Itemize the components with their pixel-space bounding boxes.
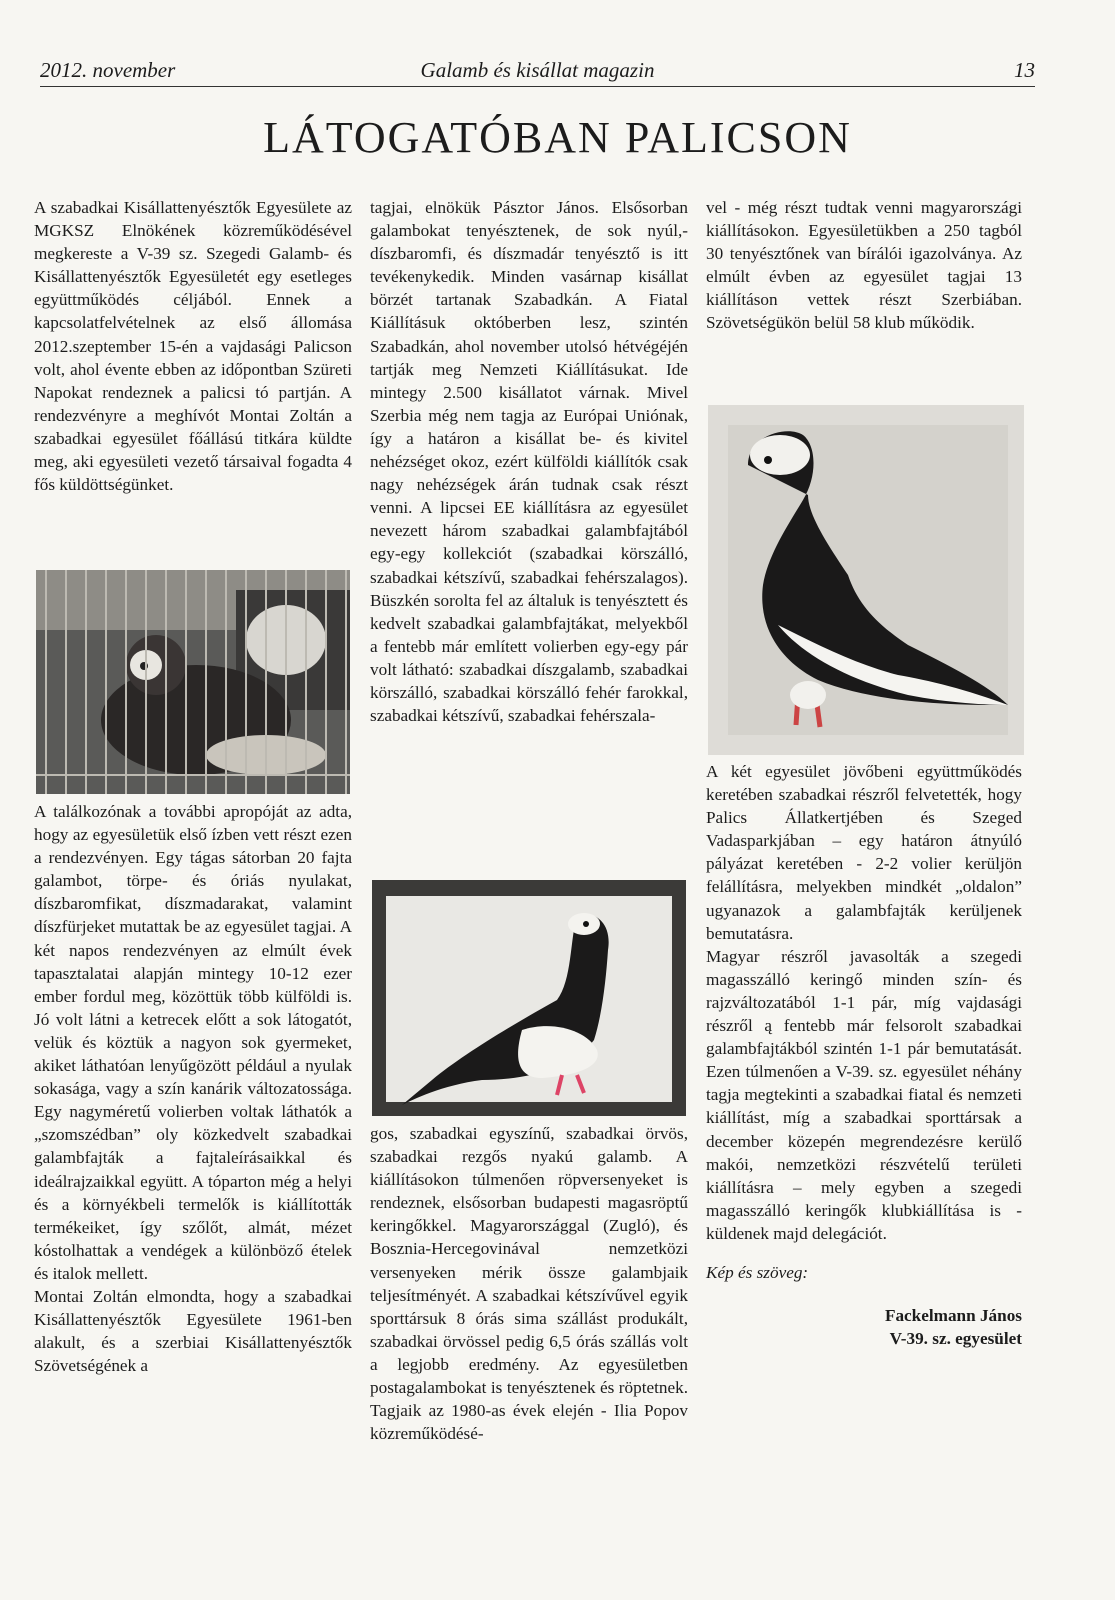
column-1-top xyxy=(34,196,352,496)
photo-pigeon-white xyxy=(372,880,686,1116)
photo-pigeon-portrait xyxy=(708,405,1024,755)
paragraph: gos, szabadkai egyszínű, szabadkai örvös, szabadkai rezgős nyakú galamb. A kiállításokon túlmenően röpversenyeket is rendeznek, elsősorban budapesti magasröptű keringőkkel. Magyarországgal (Zugló), és Bosznia-Hercegovinával nemzetközi versenyeken mérik össze galambjaik teljesítményét. A szabadkai kétszívűvel egyik sporttársuk 8 órás sima szállást produkált, szabadkai örvössel pedig 6,5 órás szállás volt a legjobb eredmény. Az egyesületben postagalambokat is tenyésztenek és röptetnek. Tagjaik az 1980-as évek elején - Ilia Popov közreműködésé- xyxy=(370,1124,688,1444)
author-name: Fackelmann János xyxy=(884,1306,1022,1326)
article-title: LÁTOGATÓBAN PALICSON xyxy=(263,113,852,162)
author-club: V-39. sz. egyesület xyxy=(889,1329,1022,1349)
paragraph: Magyar részről javasolták a szegedi magasszálló keringő minden szín- és rajzváltozatából 1-1 pár, míg vajdasági részről ą fentebb már felsorolt szabadkai galambfajtákból szintén 1-1 pár bemutatását. Ezen túlmenően a V-39. sz. egyesület néhány tagja megtekinti a szabadkai fiatal és nemzeti kiállítást, míg a szabadkai sporttársak a december közepén megrendezésre kerülő makói, nemzetközi részvételű területi kiállításra – mely egyben a szegedi magasszálló keringők klubkiállítása is - küldenek majd delegációt. xyxy=(706,946,1022,1243)
photo-credit: Kép és szöveg: xyxy=(706,1262,809,1282)
column-1-bottom xyxy=(34,800,352,1377)
issue-date: 2012. november xyxy=(40,58,176,82)
column-2-top xyxy=(370,196,688,727)
paragraph: A találkozónak a további apropóját az adta, hogy az egyesületük első ízben vett részt ezen a rendezvényen. Egy tágas sátorban 20 fajta galambot, törpe- és óriás nyulakat, díszbaromfikat, díszmadarakat, valamint díszfürjeket mutattak be az egyesület tagjai. A két napos rendezvényen az elmúlt évek tapasztalatai alapján mintegy 10-12 ezer ember fordul meg, közöttük több külföldi is. Jó volt látni a ketrecek előtt a sok látogatót, velük és köztük a nagyon sok gyermeket, akiket láthatóan lenyűgözött például a nyulak sokasága, vagy a szín kanárik változatossága. Egy nagyméretű volierben voltak láthatók a „szomszédban” oly közkedvelt szabadkai galambfajták a fajtaleírásaikkal és ideálrajzaikkal együtt. A tóparton még a helyi és a környékbeli termelők is kiállították termékeiket, így szőlőt, almát, mézet kóstolhattak a vendégek a különböző ételek és italok mellett. xyxy=(34,802,352,1283)
running-header xyxy=(40,56,1035,87)
paragraph: vel - még részt tudtak venni magyarországi kiállításokon. Egyesületükben a 250 tagból 30 tenyésztőnek van bírálói igazolványa. Az elmúlt évben az egyesület tagjai 13 kiállításon vettek részt Szerbiában. Szövetségükön belül 58 klub működik. xyxy=(706,198,1022,333)
photo-pigeon-cage xyxy=(36,570,350,794)
column-3-top xyxy=(706,196,1022,335)
column-3-bottom xyxy=(706,760,1022,1350)
paragraph: Montai Zoltán elmondta, hogy a szabadkai Kisállattenyésztők Egyesülete 1961-ben alakult, és a szerbiai Kisállattenyésztők Szövetségének a xyxy=(34,1286,352,1376)
magazine-name: Galamb és kisállat magazin xyxy=(420,58,655,82)
page-number: 13 xyxy=(1014,58,1035,82)
paragraph: tagjai, elnökük Pásztor János. Elsősorban galambokat tenyésztenek, de sok nyúl,- díszbaromfi, és díszmadár tenyésztő is itt tevékenykedik. Minden vasárnap kisállat börzét tartanak Szabadkán. A Fiatal Kiállításuk októberben lesz, szintén Szabadkán, ahol november utolsó hétvégéjén tartják meg Nemzeti Kiállításukat. Ide mintegy 2.500 kisállatot várnak. Mivel Szerbia még nem tagja az Európai Uniónak, így a határon a kisállat be- és kivitel nehézséget okoz, ezért külföldi kiállítók csak nagy nehézségek árán tudnak csak részt venni. A lipcsei EE kiállításra az egyesület nevezett három szabadkai galambfajtából egy-egy kollekciót (szabadkai körszálló, szabadkai kétszívű, szabadkai fehérszalagos). Büszkén sorolta fel az általuk is tenyésztett és kedvelt szabadkai galambfajtákat, melyekből a fentebb már említett volierben egy-egy pár volt látható: szabadkai díszgalamb, szabadkai körszálló, szabadkai körszálló fehér farokkal, szabadkai kétszívű, szabadkai fehérszala- xyxy=(370,198,688,726)
paragraph: A szabadkai Kisállattenyésztők Egyesülete az MGKSZ Elnökének közreműködésével megkereste a V-39 sz. Szegedi Galamb- és Kisállattenyésztők Egyesületét egy esetleges együttműködés céljából. Ennek a kapcsolatfelvételnek az első állomása 2012.szeptember 15-én a vajdasági Palicson volt, ahol évente ebben az időpontban Szüreti Napokat rendeznek a palicsi tó partján. A rendezvényre a meghívót Montai Zoltán a szabadkai egyesület főállású titkára küldte meg, aki egyesületi vezető társaival fogadta 4 fős küldöttségünket. xyxy=(34,198,352,495)
column-2-bottom xyxy=(370,1122,688,1445)
paragraph: A két egyesület jövőbeni együttműködés keretében szabadkai részről felvetették, hogy Palics Állatkertjében és Szeged Vadasparkjában – egy határon átnyúló pályázat keretében - 2-2 volier kerüljön felállításra, melyekben mindkét „oldalon” ugyanazok a galambfajták kerüljenek bemutatásra. xyxy=(706,762,1022,943)
